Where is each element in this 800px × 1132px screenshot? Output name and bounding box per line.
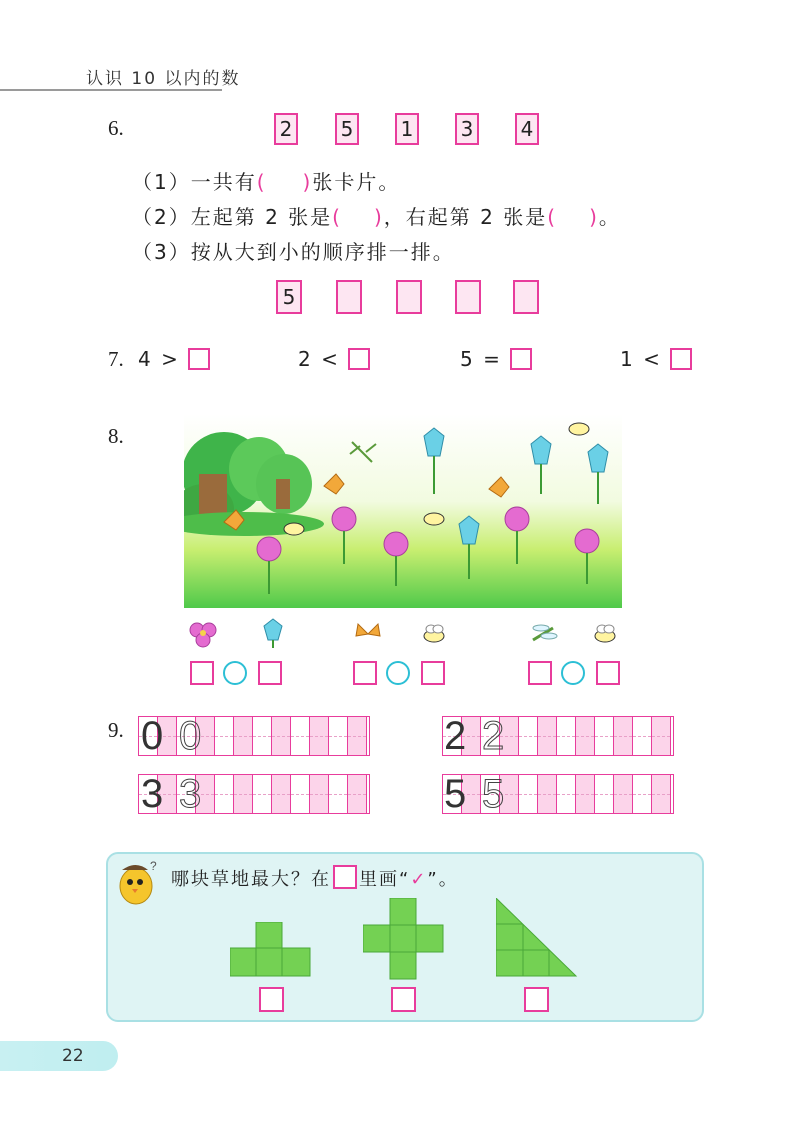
answer-box[interactable]	[190, 661, 214, 685]
grid-cell[interactable]	[253, 775, 272, 813]
answer-card-filled: 5	[276, 280, 302, 314]
bee-icon	[590, 624, 620, 644]
grid-cell[interactable]	[576, 717, 595, 755]
header-divider	[0, 89, 222, 91]
number-card: 3	[455, 113, 479, 145]
grid-cell[interactable]	[538, 717, 557, 755]
writing-grid[interactable]	[442, 774, 674, 814]
answer-box[interactable]	[524, 987, 549, 1012]
panel-question	[171, 865, 459, 891]
panel-middle: 里画“	[359, 869, 411, 890]
grass-shape-cross-wide	[230, 922, 312, 978]
answer-blank-open: (	[332, 205, 342, 229]
grid-cell[interactable]	[595, 775, 614, 813]
grass-shape-triangle	[496, 898, 578, 978]
answer-blank-close: )	[373, 205, 384, 229]
line-1-prefix: （1）一共有	[132, 170, 257, 194]
grid-cell[interactable]	[253, 717, 272, 755]
comparison-operator: <	[321, 347, 340, 371]
check-mark-icon: ✓	[410, 869, 428, 890]
trace-digit: 0	[179, 714, 202, 758]
grid-cell[interactable]	[538, 775, 557, 813]
number-card: 5	[335, 113, 359, 145]
chapter-title: 认识 10 以内的数	[86, 69, 241, 89]
answer-blank-close: )	[589, 205, 599, 229]
grid-cell[interactable]	[348, 775, 367, 813]
answer-card-blank[interactable]	[396, 280, 422, 314]
model-digit: 5	[444, 772, 467, 816]
trace-digit: 3	[179, 772, 202, 816]
panel-suffix: ”。	[427, 869, 459, 890]
trace-digit: 5	[482, 772, 505, 816]
writing-grid[interactable]	[442, 716, 674, 756]
grid-cell[interactable]	[557, 775, 576, 813]
compare-circle[interactable]	[223, 661, 247, 685]
grid-cell[interactable]	[633, 775, 652, 813]
answer-blank-open: (	[547, 205, 558, 229]
page-number-tab	[0, 1041, 118, 1071]
bee-icon	[419, 624, 449, 644]
comparison-item	[460, 347, 532, 371]
grid-cell[interactable]	[614, 775, 633, 813]
answer-box[interactable]	[259, 987, 284, 1012]
comparison-item	[138, 347, 210, 371]
trace-digit: 2	[482, 714, 505, 758]
panel-prefix: 哪块草地最大？在	[171, 869, 331, 890]
number-card: 2	[274, 113, 298, 145]
grid-cell[interactable]	[215, 717, 234, 755]
grid-cell[interactable]	[291, 775, 310, 813]
grid-cell[interactable]	[329, 717, 348, 755]
grid-cell[interactable]	[614, 717, 633, 755]
model-digit: 3	[141, 772, 164, 816]
page-number: 22	[62, 1046, 84, 1066]
comparison-operator: =	[483, 347, 502, 371]
question-6-line-1	[132, 166, 400, 195]
answer-box[interactable]	[348, 348, 370, 370]
question-6-number: 6.	[108, 116, 124, 140]
comparison-number: 5	[460, 347, 475, 371]
answer-box[interactable]	[670, 348, 692, 370]
answer-blank-open: (	[256, 170, 267, 194]
blue-flower-icon	[260, 618, 286, 648]
grid-cell[interactable]	[234, 775, 253, 813]
comparison-item	[298, 347, 370, 371]
compare-circle[interactable]	[561, 661, 585, 685]
compare-circle[interactable]	[386, 661, 410, 685]
answer-box[interactable]	[188, 348, 210, 370]
grid-cell[interactable]	[234, 717, 253, 755]
sample-box	[333, 865, 357, 889]
line-2-suffix: 。	[598, 205, 621, 229]
grid-cell[interactable]	[519, 775, 538, 813]
question-9-number: 9.	[108, 718, 124, 742]
question-6-line-2	[132, 201, 621, 230]
answer-box[interactable]	[510, 348, 532, 370]
question-7-number: 7.	[108, 347, 124, 371]
answer-card-blank[interactable]	[455, 280, 481, 314]
answer-box[interactable]	[421, 661, 445, 685]
answer-blank-close: )	[302, 170, 313, 194]
butterfly-icon	[355, 622, 381, 646]
answer-box[interactable]	[258, 661, 282, 685]
comparison-number: 1	[620, 347, 635, 371]
grid-cell[interactable]	[348, 717, 367, 755]
comparison-item	[620, 347, 692, 371]
chick-mascot-icon	[114, 856, 162, 908]
grid-cell[interactable]	[310, 717, 329, 755]
model-digit: 0	[141, 714, 164, 758]
writing-grid[interactable]	[138, 774, 370, 814]
line-1-suffix: 张卡片。	[312, 170, 401, 194]
grid-cell[interactable]	[272, 775, 291, 813]
line-2-prefix: （2）左起第 2 张是	[132, 205, 333, 229]
number-card: 4	[515, 113, 539, 145]
model-digit: 2	[444, 714, 467, 758]
writing-grid[interactable]	[138, 716, 370, 756]
grid-cell[interactable]	[633, 717, 652, 755]
grid-cell[interactable]	[576, 775, 595, 813]
grid-cell[interactable]	[215, 775, 234, 813]
grid-cell[interactable]	[652, 717, 671, 755]
grid-cell[interactable]	[272, 717, 291, 755]
grid-cell[interactable]	[652, 775, 671, 813]
comparison-number: 4	[138, 347, 153, 371]
number-card: 1	[395, 113, 419, 145]
answer-box[interactable]	[353, 661, 377, 685]
answer-card-blank[interactable]	[513, 280, 539, 314]
answer-card-blank[interactable]	[336, 280, 362, 314]
dragonfly-icon	[529, 622, 559, 644]
question-8-number: 8.	[108, 424, 124, 448]
grid-cell[interactable]	[557, 717, 576, 755]
grid-cell[interactable]	[329, 775, 348, 813]
grid-cell[interactable]	[519, 717, 538, 755]
grass-shape-cross	[363, 898, 445, 980]
question-6-line-3: （3）按从大到小的顺序排一排。	[132, 240, 455, 264]
comparison-operator: >	[161, 347, 180, 371]
comparison-number: 2	[298, 347, 313, 371]
answer-box[interactable]	[596, 661, 620, 685]
answer-box[interactable]	[391, 987, 416, 1012]
svg-text:?: ?	[150, 859, 157, 873]
grid-cell[interactable]	[291, 717, 310, 755]
line-2-middle: ，右起第 2 张是	[383, 205, 548, 229]
grid-cell[interactable]	[595, 717, 614, 755]
answer-box[interactable]	[528, 661, 552, 685]
garden-scene-illustration	[184, 414, 622, 608]
grid-cell[interactable]	[310, 775, 329, 813]
pink-flower-icon	[187, 620, 219, 648]
comparison-operator: <	[643, 347, 662, 371]
